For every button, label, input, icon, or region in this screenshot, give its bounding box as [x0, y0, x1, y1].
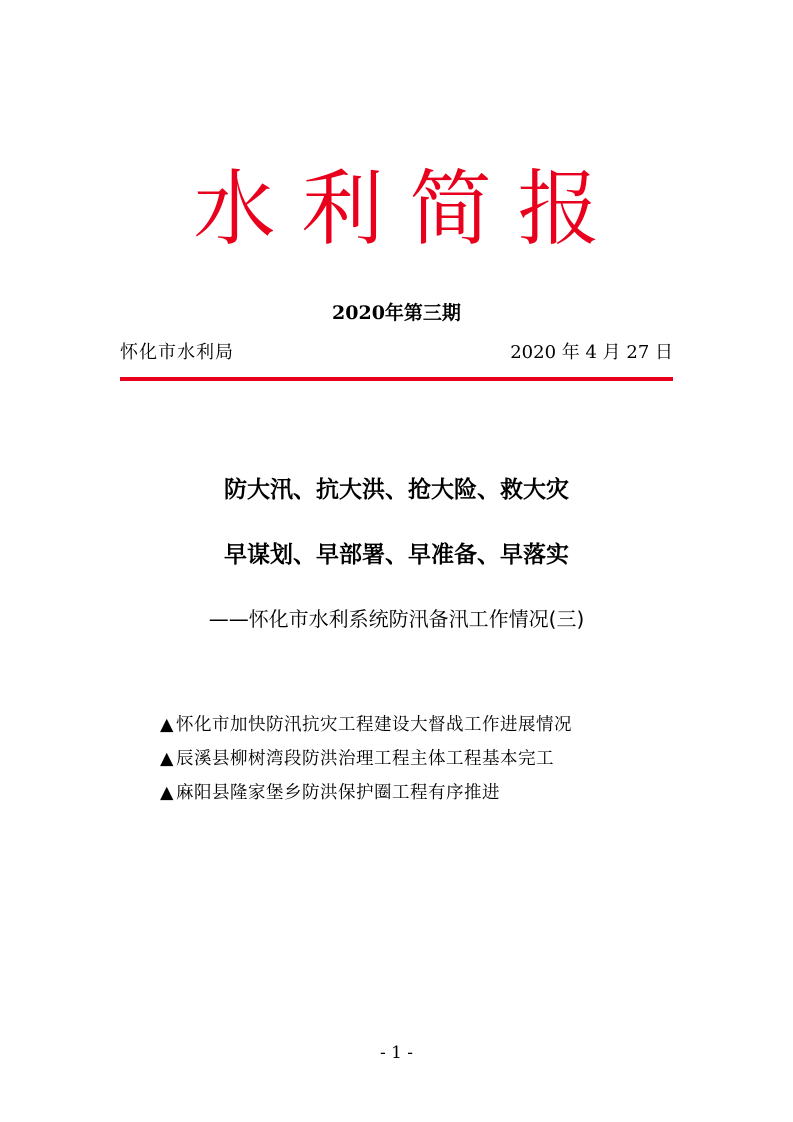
triangle-icon: ▲	[160, 749, 174, 769]
headline-2: 早谋划、早部署、早准备、早落实	[224, 542, 569, 568]
list-item-text: 辰溪县柳树湾段防洪治理工程主体工程基本完工	[175, 749, 554, 769]
page-number: - 1 -	[379, 1043, 414, 1063]
triangle-icon: ▲	[160, 715, 174, 735]
list-item	[160, 776, 720, 810]
list-item	[160, 708, 720, 742]
list-item-text: 麻阳县隆家堡乡防洪保护圈工程有序推进	[175, 783, 500, 803]
headline-1: 防大汛、抗大洪、抢大险、救大灾	[224, 477, 569, 503]
list-item-text: 怀化市加快防汛抗灾工程建设大督战工作进展情况	[175, 715, 572, 735]
contents-list	[160, 708, 720, 810]
meta-row	[120, 338, 673, 364]
issuing-organization: 怀化市水利局	[120, 342, 234, 363]
masthead-title: 水利简报	[193, 162, 626, 257]
issue-date: 2020 年 4 月 27 日	[510, 342, 673, 363]
red-divider	[120, 377, 673, 381]
triangle-icon: ▲	[160, 783, 174, 803]
issue-number: 2020年第三期	[332, 302, 461, 324]
list-item	[160, 742, 720, 776]
subtitle: ——怀化市水利系统防汛备汛工作情况(三)	[208, 607, 585, 631]
